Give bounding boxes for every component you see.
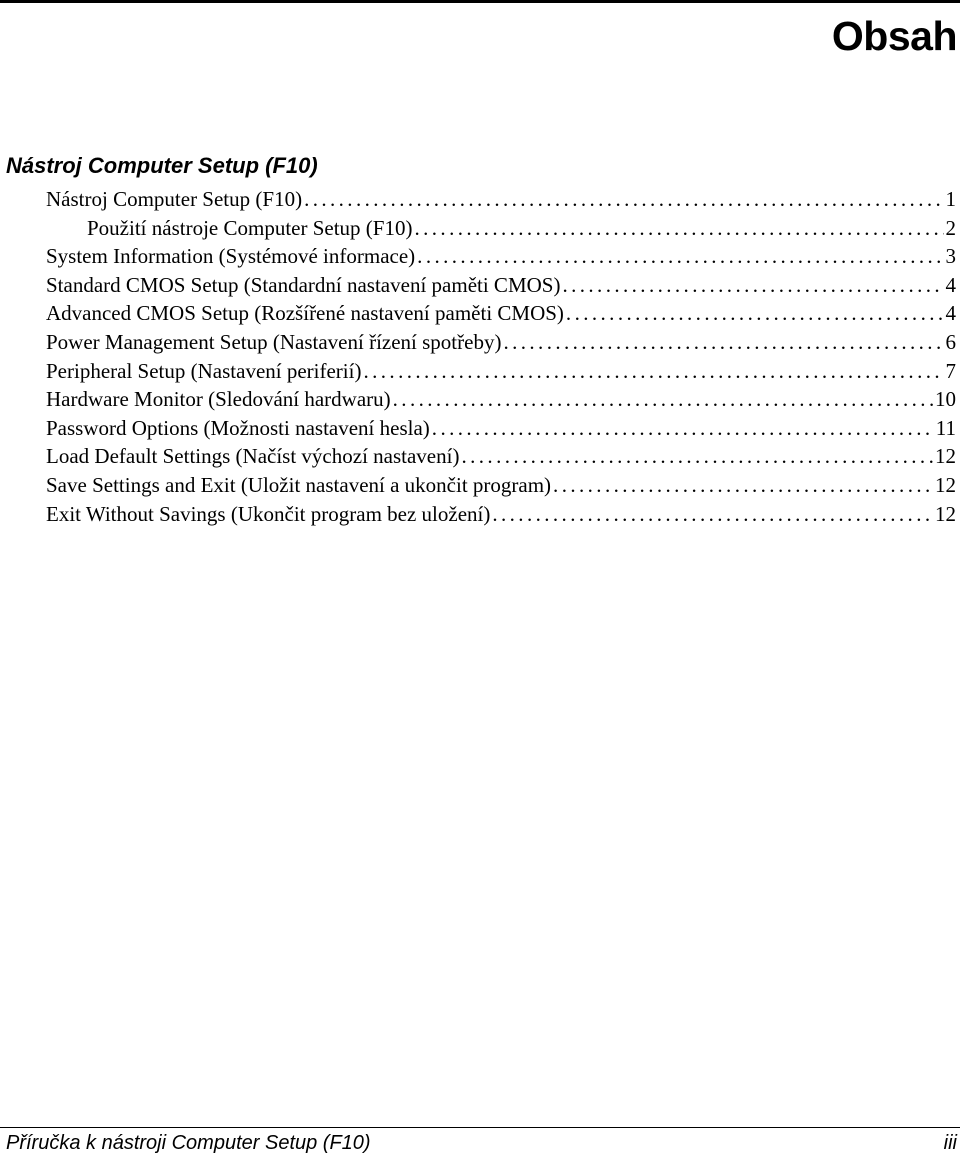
toc-entry-page: 2 — [945, 215, 956, 240]
table-of-contents — [46, 185, 956, 528]
toc-entry-page: 12 — [935, 444, 956, 469]
footer-document-title: Příručka k nástroji Computer Setup (F10) — [6, 1132, 371, 1154]
toc-entry-label: Advanced CMOS Setup (Rozšířené nastavení paměti CMOS) — [46, 301, 564, 326]
toc-leader-dots — [564, 299, 944, 328]
toc-entry-label: Použití nástroje Computer Setup (F10) — [87, 215, 413, 240]
toc-entry[interactable] — [46, 299, 956, 328]
toc-entry-label: Peripheral Setup (Nastavení periferií) — [46, 358, 362, 383]
toc-entry-page: 3 — [945, 244, 956, 269]
toc-entry-label: Power Management Setup (Nastavení řízení spotřeby) — [46, 329, 502, 354]
toc-entry[interactable] — [46, 414, 956, 443]
toc-entry-page: 4 — [945, 272, 956, 297]
toc-entry-page: 12 — [935, 472, 956, 497]
toc-leader-dots — [501, 328, 943, 357]
toc-entry-label: Exit Without Savings (Ukončit program bez uložení) — [46, 501, 491, 526]
toc-entry-page: 7 — [945, 358, 956, 383]
toc-entry-label: Standard CMOS Setup (Standardní nastavení paměti CMOS) — [46, 272, 561, 297]
toc-entry-page: 1 — [945, 187, 956, 211]
toc-entry[interactable] — [46, 328, 956, 357]
footer-rule — [0, 1127, 960, 1128]
toc-entry-page: 11 — [935, 415, 956, 440]
footer-page-number: iii — [943, 1132, 957, 1154]
page-title: Obsah — [831, 13, 957, 59]
toc-leader-dots — [430, 414, 934, 443]
toc-leader-dots — [415, 242, 943, 271]
toc-entry[interactable] — [46, 500, 956, 529]
toc-entry[interactable] — [46, 185, 956, 214]
toc-entry-label: Hardware Monitor (Sledování hardwaru) — [46, 387, 391, 412]
section-heading: Nástroj Computer Setup (F10) — [6, 153, 318, 178]
toc-entry[interactable] — [46, 442, 956, 471]
toc-leader-dots — [560, 271, 943, 300]
toc-entry-label: Save Settings and Exit (Uložit nastavení a ukončit program) — [46, 472, 552, 497]
toc-leader-dots — [391, 385, 933, 414]
toc-entry[interactable] — [46, 471, 956, 500]
toc-leader-dots — [302, 185, 943, 214]
toc-entry[interactable] — [46, 271, 956, 300]
toc-entry[interactable] — [46, 242, 956, 271]
toc-entry-page: 12 — [935, 501, 956, 526]
toc-entry-label: Password Options (Možnosti nastavení hesla) — [46, 415, 430, 440]
toc-entry-page: 10 — [935, 387, 956, 412]
toc-entry-label: Nástroj Computer Setup (F10) — [46, 187, 303, 211]
toc-entry-page: 4 — [945, 301, 956, 326]
toc-entry-label: Load Default Settings (Načíst výchozí nastavení) — [46, 444, 460, 469]
toc-entry-label: System Information (Systémové informace) — [46, 244, 416, 269]
toc-entry[interactable] — [46, 214, 956, 243]
toc-leader-dots — [412, 214, 943, 243]
toc-entry[interactable] — [46, 385, 956, 414]
top-rule — [0, 0, 960, 3]
toc-leader-dots — [459, 442, 933, 471]
toc-leader-dots — [361, 357, 943, 386]
toc-leader-dots — [551, 471, 933, 500]
toc-leader-dots — [490, 500, 933, 529]
toc-entry[interactable] — [46, 357, 956, 386]
toc-entry-page: 6 — [945, 329, 956, 354]
